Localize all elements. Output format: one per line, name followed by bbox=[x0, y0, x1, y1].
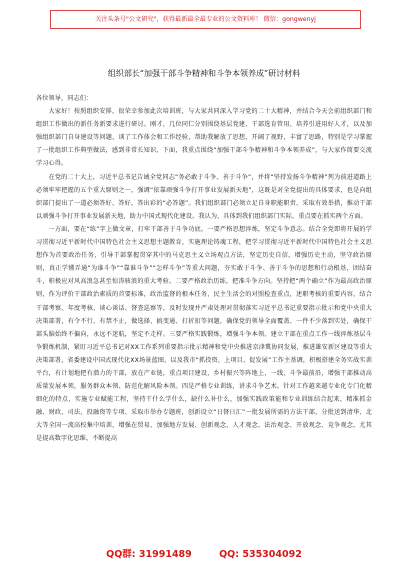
header-banner: 关注头条号"公文研究"，获得最新最全最专业的公文资料库！ 微信：gongwenyj bbox=[50, 10, 361, 29]
qq-group-text: QQ群: 31991489 bbox=[106, 549, 192, 560]
paragraph: 一方面，要在“练”字上做文章，打牢干部善于斗争功底。一要严格思想淬炼，坚定斗争意志。结合全党即将开展的学习贯彻习近平新时代中国特色社会主义思想主题教育，实施理论铸魂工程，把学习贯彻习近平新时代中国特色社会主义思想作为首要政治任务，引导干部掌握贯穿其中的马克思主义立场观点方法，坚定历史自信，增强历史主动，坚守政治原则，真正学懂弄通“为谁斗争”“靠谁斗争”“怎样斗争”等重大问题，夯实敢于斗争、善于斗争的思想和行动根基，团结奋斗，积极应对风高浪急甚至惊涛骇浪的重大考验。二要严格政治历练，把准斗争方向。坚持把“两个确立”作为最高政治原则，作为评价干部政治素质的首要标准，政治监督的根本任务，民主生活会的对照检查重点，述职考核的重要内容，结合干部考察、年度考核、谈心谈话、督查巡察等，及时发现并严肃处理对贯彻落实习近平总书记重要指示批示和党中央重大决策部署，有令不行，有禁不止，做选择、搞变通、打折扣等问题，确保党的领导全面覆盖、一件不少落到实处，确保干部头脑始终不偏向，永远不迷航，坚定不走样。三要严格实践锻炼，增强斗争本领。建立干部在重点工作一线淬炼基层斗争锻炼机制，紧盯习近平总书记对XX工作系列重要指示批示精神和党中央推进京津冀协同发展，推进雄安新区建设等重大决策部署，省委建设中国式现代化XX场景蓝图，以及我市“抓投资、上项目、促发展”工作主基调，积极搭建全务实战实训平台，有计划地把有潜力的干部，放在产业链，重点项目建设、乡村振兴等阵地上，一线、斗争最前沿，增强干部推动高质量发展本领，服务群众本领、防范化解风险本领。四是严格专业训练，讲求斗争艺术。针对工作越来越专业化专门化精细化的特点，实施专业赋能工程，坚持干什么学什么，缺什么补什么，加强实践政策能和专业训练结合起来，精准抓金融、财政、司法、投融资等专项、采取市举办专题班，创新设立“日督日汇”一批发展所需的方法干部，分批送到清华、北大等全国一流高校集中培训，增强在贸易、加强地方发展、创新观念、人才观念、法治观念、开放观念、竞争观念，尤其是提高数字化思维，不断提高 bbox=[36, 225, 372, 443]
footer-contact bbox=[0, 546, 408, 560]
salutation: 各位领导，同志们： bbox=[36, 95, 93, 102]
qq-text: QQ: 535304092 bbox=[219, 549, 302, 560]
paragraph: 在党的二十大上，习近平总书记告诫全党同志“务必敢于斗争、善于斗争”，并将“坚持发扬斗争精神”列为前进道路上必须牢牢把握的五个重大原则之一，强调“依靠顽强斗争打开事业发展新天地”，这既是对全党提出的具体要求，也是向组织部门提出了一道必须答好、答好，答出彩的“必答题”。我们组织部门必须立足自身职能职责，采取有效举措，推动干部以顽强斗争打开事业发展新天地，助力中国式现代化建设。我认为，具体到我们组织部门实际，重点要在抓实两个方面。 bbox=[36, 173, 372, 220]
paragraph: 大家好！按照组织安排，很荣幸参加此次培训班，与大家共同深入学习党的二十大精神，并结合今天会前组织部门和组织工作做出的新任务新要求进行研讨。刚才，几位同仁分别围绕基层党建、干部选育管用、培养引进用好人才，以及加强组织部门自身建设等问题，谈了工作体会和工作经验，帮助我解放了思想，开阔了视野，丰富了思路，特别是学习掌握了一批组织工作典型做法，感到非常长知识、下面，我重点围绕“加强干部斗争精神和斗争本领养成”，与大家作简要交流学习心得。 bbox=[36, 108, 372, 168]
document-title: 组织部长“加强干部斗争精神和斗争本领养成”研讨材料 bbox=[107, 69, 301, 78]
document-body bbox=[36, 68, 372, 446]
